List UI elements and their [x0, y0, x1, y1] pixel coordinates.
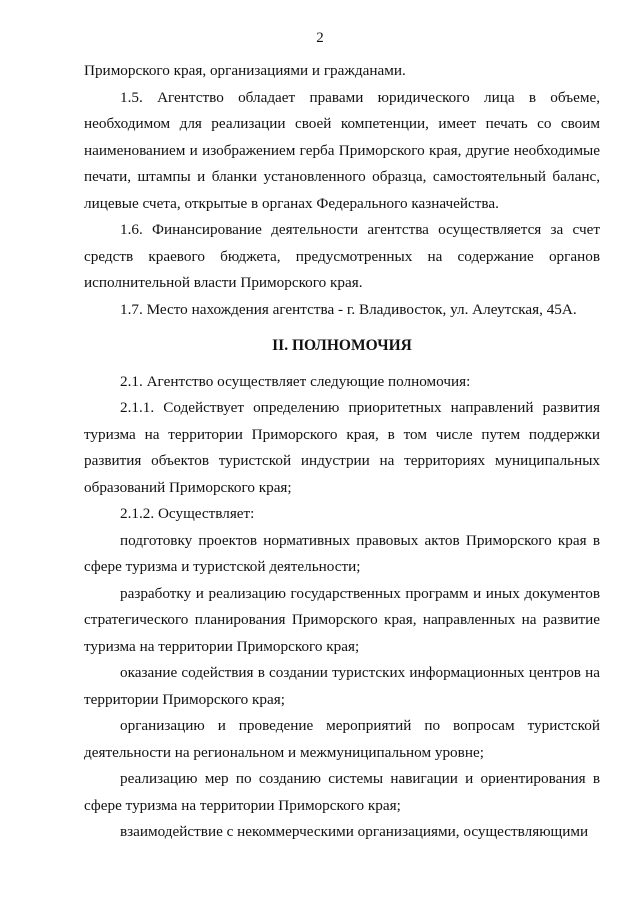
paragraph-1-7: 1.7. Место нахождения агентства - г. Владивосток, ул. Алеутская, 45А. — [120, 300, 577, 318]
list-item-navigation: реализацию мер по созданию системы навигации и ориентирования в сфере туризма на территории Приморского края; — [84, 770, 600, 814]
list-item-normative-acts: подготовку проектов нормативных правовых актов Приморского края в сфере туризма и туристской деятельности; — [84, 531, 600, 575]
list-item-info-centers: оказание содействия в создании туристских информационных центров на территории Приморского края; — [84, 664, 600, 708]
list-item-state-programs: разработку и реализацию государственных программ и иных документов стратегического планирования Приморского края, направленных на развитие туризма на территории Приморского края; — [84, 584, 600, 655]
paragraph-2-1-1: 2.1.1. Содействует определению приоритетных направлений развития туризма на территории Приморского края, в том числе путем поддержки развития объектов туристской индустрии на территориях муниципальных образований Приморского края; — [84, 399, 600, 496]
paragraph-1-6: 1.6. Финансирование деятельности агентства осуществляется за счет средств краевого бюджета, предусмотренных на содержание органов исполнительной власти Приморского края. — [84, 221, 600, 291]
document-body — [84, 58, 600, 846]
paragraph-2-1-2: 2.1.2. Осуществляет: — [120, 505, 255, 522]
paragraph-continuation: Приморского края, организациями и гражданами. — [84, 62, 406, 79]
list-item-nonprofit: взаимодействие с некоммерческими организациями, осуществляющими — [120, 823, 589, 840]
paragraph-1-5: 1.5. Агентство обладает правами юридического лица в объеме, необходимом для реализации своей компетенции, имеет печать со своим наименованием и изображением герба Приморского края, другие необходимые печати, штампы и бланки установленного образца, самостоятельный баланс, лицевые счета, открытые в органах Федерального казначейства. — [84, 88, 600, 212]
page-number: 2 — [316, 30, 324, 46]
list-item-events: организацию и проведение мероприятий по вопросам туристской деятельности на региональном и межмуниципальном уровне; — [84, 717, 600, 761]
section-heading: II. ПОЛНОМОЧИЯ — [272, 337, 412, 354]
paragraph-2-1: 2.1. Агентство осуществляет следующие полномочия: — [120, 372, 471, 390]
